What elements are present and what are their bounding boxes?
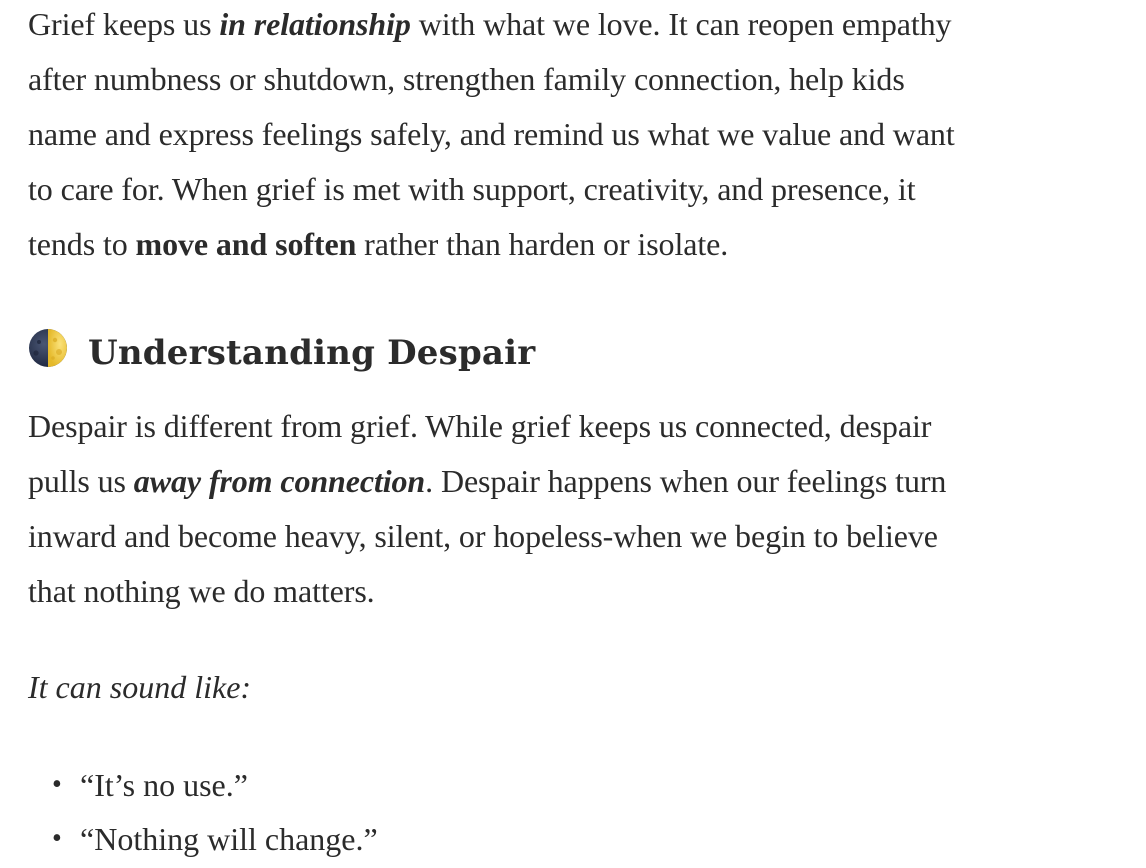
paragraph-line: tends to move and soften rather than harden or isolate. <box>28 226 729 262</box>
first-quarter-moon-icon <box>28 328 68 368</box>
paragraph-line: that nothing we do matters. <box>28 573 375 609</box>
bullet-icon: • <box>52 769 62 800</box>
paragraph-line: name and express feelings safely, and remind us what we value and want <box>28 116 955 152</box>
quote-text: “Nothing will change.” <box>80 821 378 857</box>
paragraph-line: Despair is different from grief. While grief keeps us connected, despair <box>28 408 932 444</box>
paragraph-line: after numbness or shutdown, strengthen family connection, help kids <box>28 61 905 97</box>
bullet-icon: • <box>52 823 62 854</box>
sound-like-label: It can sound like: <box>28 669 252 705</box>
section-heading <box>28 323 1138 383</box>
quote-text: “It’s no use.” <box>80 767 248 803</box>
paragraph-line: pulls us away from connection. Despair happens when our feelings turn <box>28 463 947 499</box>
section-heading-text: Understanding Despair <box>88 333 536 373</box>
list-item <box>52 758 1138 812</box>
paragraph-line: inward and become heavy, silent, or hopeless-when we begin to believe <box>28 518 938 554</box>
list-item <box>52 812 1138 866</box>
paragraph-line: to care for. When grief is met with support, creativity, and presence, it <box>28 171 916 207</box>
article-body <box>28 0 1138 866</box>
despair-paragraph <box>28 399 1138 619</box>
paragraph-line: Grief keeps us in relationship with what we love. It can reopen empathy <box>28 6 952 42</box>
quote-list <box>28 758 1138 866</box>
grief-paragraph <box>28 0 1138 272</box>
